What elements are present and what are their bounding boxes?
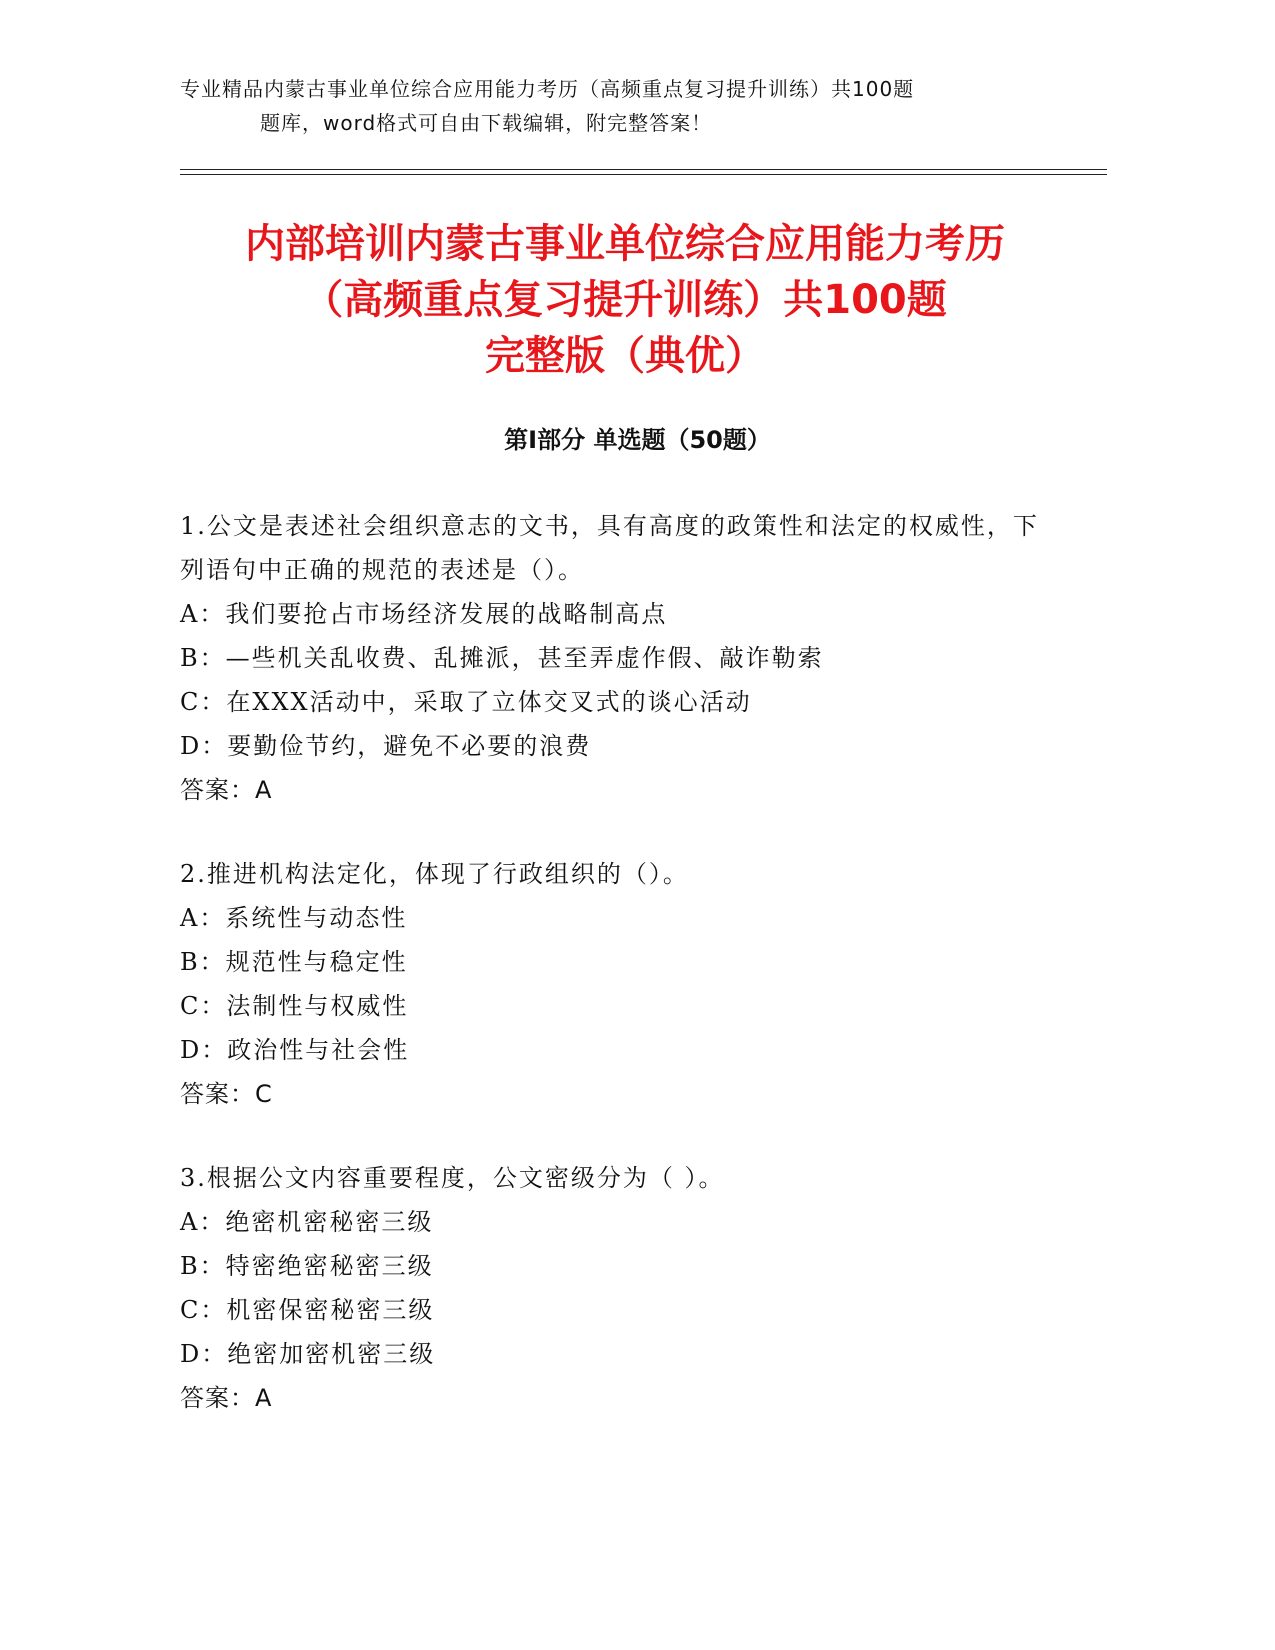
header-divider-top [180, 169, 1107, 170]
title-line-3: 完整版（典优） [485, 333, 765, 379]
answer: 答案：C [180, 1080, 273, 1108]
option-b: B：—些机关乱收费、乱摊派，甚至弄虚作假、敲诈勒索 [180, 644, 824, 672]
document-header [180, 72, 1030, 140]
option-b: B：特密绝密秘密三级 [180, 1252, 434, 1280]
option-c: C：在XXX活动中，采取了立体交叉式的谈心活动 [180, 688, 752, 716]
answer: 答案：A [180, 1384, 273, 1412]
question-stem: 3.根据公文内容重要程度，公文密级分为（ ）。 [180, 1164, 725, 1192]
document-title [180, 216, 1070, 384]
title-line-2: （高频重点复习提升训练）共100题 [303, 277, 947, 323]
question-stem: 2.推进机构法定化，体现了行政组织的（）。 [180, 860, 689, 888]
question-1 [180, 504, 1060, 812]
option-a: A：绝密机密秘密三级 [180, 1208, 434, 1236]
header-line-2: 题库，word格式可自由下载编辑，附完整答案！ [260, 111, 713, 135]
option-c: C：法制性与权威性 [180, 992, 409, 1020]
question-stem: 1.公文是表述社会组织意志的文书，具有高度的政策性和法定的权威性，下列语句中正确的规范的表述是（）。 [180, 512, 1039, 584]
option-c: C：机密保密秘密三级 [180, 1296, 435, 1324]
title-line-1: 内部培训内蒙古事业单位综合应用能力考历 [245, 221, 1005, 267]
section-title: 第I部分 单选题（50题） [504, 426, 771, 454]
option-a: A：系统性与动态性 [180, 904, 408, 932]
option-d: D：政治性与社会性 [180, 1036, 410, 1064]
question-3 [180, 1156, 1060, 1420]
header-divider-bottom [180, 174, 1107, 175]
header-line-1: 专业精品内蒙古事业单位综合应用能力考历（高频重点复习提升训练）共100题 [180, 77, 915, 101]
option-a: A：我们要抢占市场经济发展的战略制高点 [180, 600, 668, 628]
option-d: D：要勤俭节约，避免不必要的浪费 [180, 732, 592, 760]
option-d: D：绝密加密机密三级 [180, 1340, 436, 1368]
question-2 [180, 852, 1060, 1116]
option-b: B：规范性与稳定性 [180, 948, 408, 976]
answer: 答案：A [180, 776, 273, 804]
